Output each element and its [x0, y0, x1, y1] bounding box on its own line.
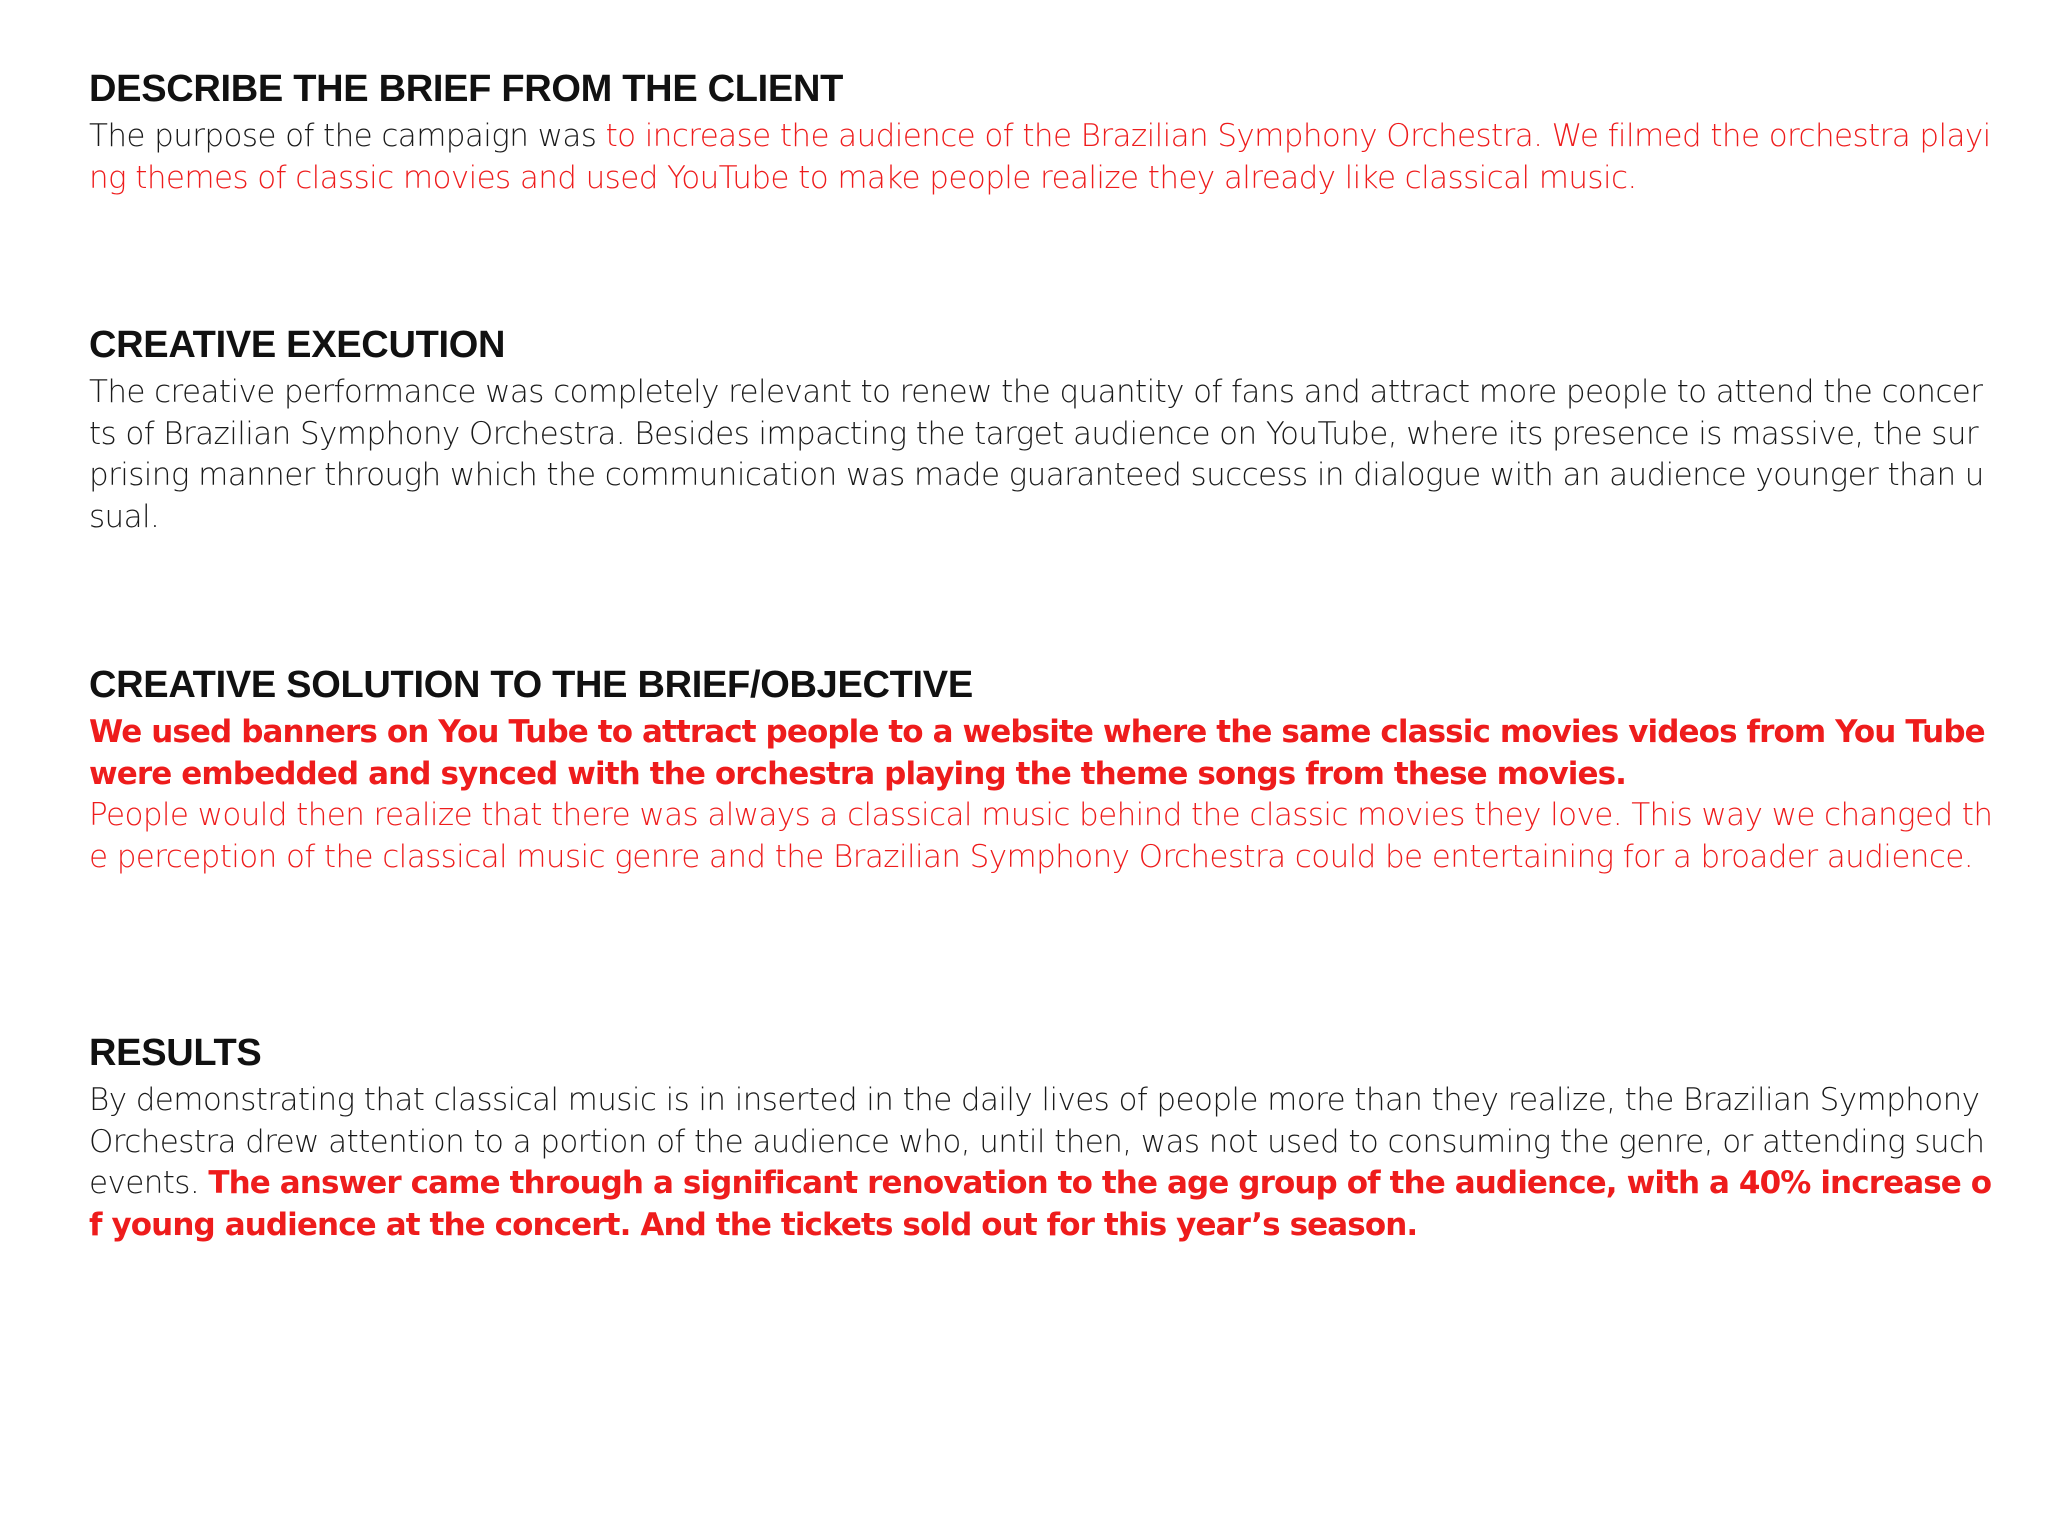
results-highlight-text: The answer came through a significant renovation to the age group of the audience, with a 40% increase of young audience at the concert. And the tickets sold out for this year’s season.	[89, 1165, 1992, 1243]
section-body-results	[89, 1080, 1993, 1246]
solution-regular-text: People would then realize that there was always a classical music behind the classic movies they love. This way we changed the perception of the classical music genre and the Brazilian Symphony Orchestra could be entertaining for a broader audience.	[89, 797, 1993, 875]
section-title-creative-execution: CREATIVE EXECUTION	[89, 324, 506, 366]
section-title-results: RESULTS	[89, 1032, 262, 1074]
section-creative-solution	[89, 662, 1993, 878]
solution-bold-text: We used banners on You Tube to attract people to a website where the same classic movies videos from You Tube were embedded and synced with the orchestra playing the theme songs from these movies.	[89, 714, 1985, 792]
results-intro-text: By demonstrating that classical music is in inserted in the daily lives of people more than they realize, the Brazilian Symphony Orchestra drew attention to a portion of the audience who, until then, was not used to consuming the genre, or attending such events.	[89, 1082, 1985, 1201]
section-creative-execution	[89, 322, 1993, 538]
section-brief	[89, 66, 1993, 199]
section-body-brief	[89, 116, 1993, 199]
section-body-creative-execution: The creative performance was completely relevant to renew the quantity of fans and attract more people to attend the concerts of Brazilian Symphony Orchestra. Besides impacting the target audience on YouTube, where its presence is massive, the surprising manner through which the communication was made guaranteed success in dialogue with an audience younger than usual.	[89, 374, 1984, 535]
section-title-creative-solution: CREATIVE SOLUTION TO THE BRIEF/OBJECTIVE	[89, 664, 973, 706]
section-title-brief: DESCRIBE THE BRIEF FROM THE CLIENT	[89, 68, 844, 110]
section-results	[89, 1030, 1993, 1246]
section-body-creative-solution	[89, 712, 1993, 878]
brief-highlight-text: to increase the audience of the Brazilian Symphony Orchestra. We filmed the orchestra playing themes of classic movies and used YouTube to make people realize they already like classical music.	[89, 118, 1991, 196]
brief-intro-text: The purpose of the campaign was	[89, 118, 606, 154]
